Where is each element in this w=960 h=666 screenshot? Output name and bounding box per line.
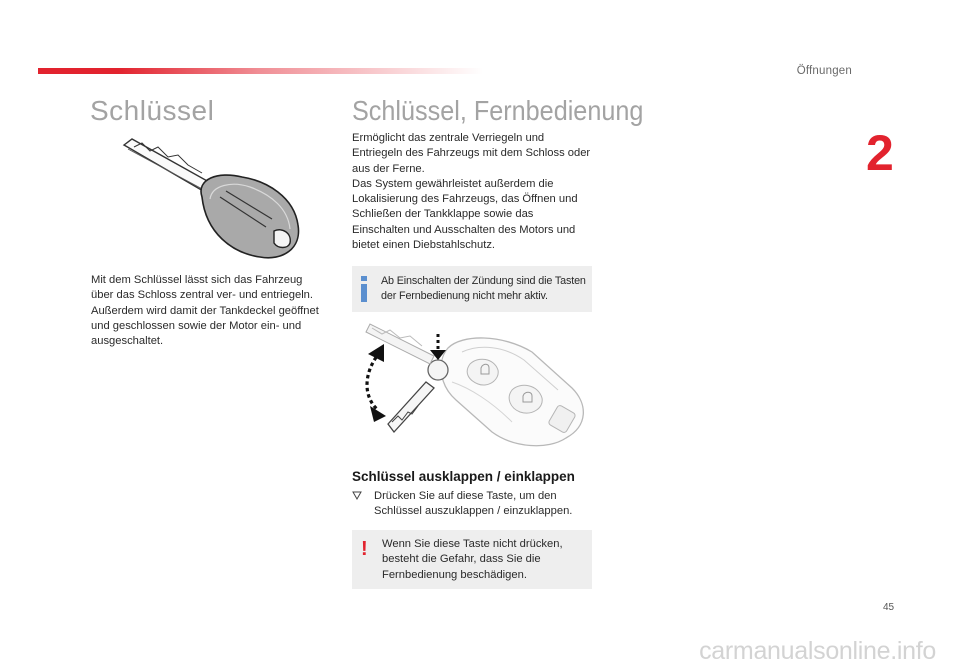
- fold-key-heading: Schlüssel ausklappen / einklappen: [352, 469, 575, 484]
- info-box: [352, 266, 592, 312]
- warning-box: [352, 530, 592, 589]
- key-description: Mit dem Schlüssel lässt sich das Fahrzeug über das Schloss zentral ver- und entriegeln. Außerdem wird damit der Tankdeckel geöffnet und geschlossen sowie der Motor ein- und ausgeschaltet.: [91, 274, 319, 348]
- remote-intro-paragraph-2: Das System gewährleistet außerdem die Lokalisierung des Fahrzeugs, das Öffnen und Schließen der Tankklappe sowie das Einschalten und Ausschalten des Motors und bietet einen Diebstahlschutz.: [352, 177, 578, 252]
- warning-text: Wenn Sie diese Taste nicht drücken, besteht die Gefahr, dass Sie die Fernbedienung beschädigen.: [382, 538, 563, 581]
- remote-key-illustration: [352, 322, 592, 457]
- fold-key-instruction-text: Drücken Sie auf diese Taste, um den Schlüssel auszuklappen / einzuklappen.: [374, 490, 573, 518]
- info-icon: [360, 276, 368, 302]
- remote-key-title: Schlüssel, Fernbedienung: [352, 95, 644, 126]
- watermark: carmanualsonline.info: [699, 637, 936, 665]
- header-accent-bar: [38, 68, 483, 74]
- remote-intro: [352, 131, 592, 253]
- remote-intro-paragraph-1: Ermöglicht das zentrale Verriegeln und Entriegeln des Fahrzeugs mit dem Schloss oder aus der Ferne.: [352, 132, 591, 175]
- page-number: 45: [883, 602, 895, 613]
- warning-icon: !: [361, 538, 368, 560]
- arrow-bullet-icon: [352, 490, 363, 501]
- key-title: Schlüssel: [90, 95, 215, 126]
- info-text: Ab Einschalten der Zündung sind die Tasten der Fernbedienung nicht mehr aktiv.: [381, 275, 586, 302]
- key-illustration: [122, 137, 312, 262]
- chapter-number: 2: [866, 125, 894, 181]
- section-title: Öffnungen: [796, 65, 852, 77]
